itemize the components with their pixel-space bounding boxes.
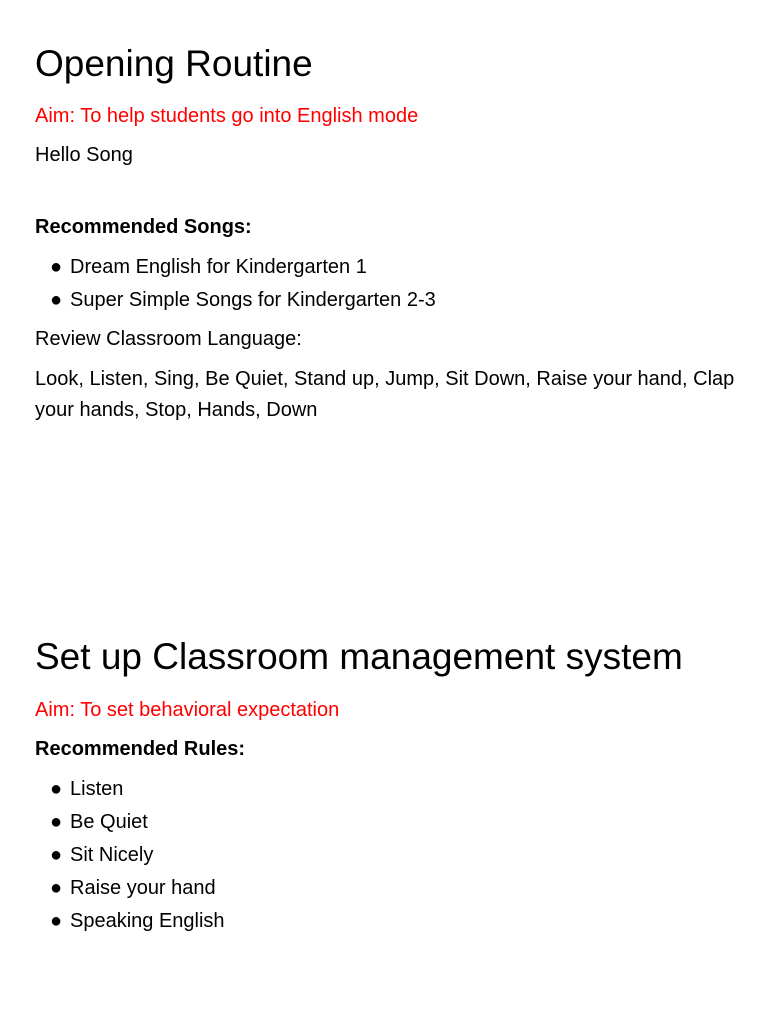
rule-item-label: Be Quiet: [70, 811, 148, 833]
list-item: [50, 872, 225, 905]
songs-list: [50, 251, 436, 317]
bullet-icon: ●: [50, 289, 63, 311]
bullet-icon: ●: [50, 256, 63, 278]
list-item: [50, 905, 225, 938]
list-item: [50, 284, 436, 317]
rules-list: [50, 773, 225, 938]
hello-song-text: Hello Song: [35, 144, 133, 166]
song-item-label: Dream English for Kindergarten 1: [70, 256, 367, 278]
bullet-icon: ●: [50, 910, 63, 932]
bullet-icon: ●: [50, 811, 63, 833]
opening-routine-aim: Aim: To help students go into English mode: [35, 105, 419, 127]
song-item-label: Super Simple Songs for Kindergarten 2-3: [70, 289, 436, 311]
bullet-icon: ●: [50, 877, 63, 899]
rule-item-label: Listen: [70, 778, 124, 800]
review-language-heading: Review Classroom Language:: [35, 328, 302, 350]
recommended-rules-heading: Recommended Rules:: [35, 738, 246, 760]
list-item: [50, 251, 436, 284]
bullet-icon: ●: [50, 844, 63, 866]
list-item: [50, 839, 225, 872]
rule-item-label: Raise your hand: [70, 877, 216, 899]
rule-item-label: Sit Nicely: [70, 844, 154, 866]
list-item: [50, 806, 225, 839]
classroom-management-aim: Aim: To set behavioral expectation: [35, 699, 340, 721]
opening-routine-heading: Opening Routine: [35, 43, 313, 84]
rule-item-label: Speaking English: [70, 910, 225, 932]
classroom-management-heading: Set up Classroom management system: [35, 636, 683, 677]
recommended-songs-heading: Recommended Songs:: [35, 216, 252, 238]
list-item: [50, 773, 225, 806]
review-language-text: Look, Listen, Sing, Be Quiet, Stand up, Jump, Sit Down, Raise your hand, Clap your hands, Stop, Hands, Down: [35, 368, 735, 421]
bullet-icon: ●: [50, 778, 63, 800]
